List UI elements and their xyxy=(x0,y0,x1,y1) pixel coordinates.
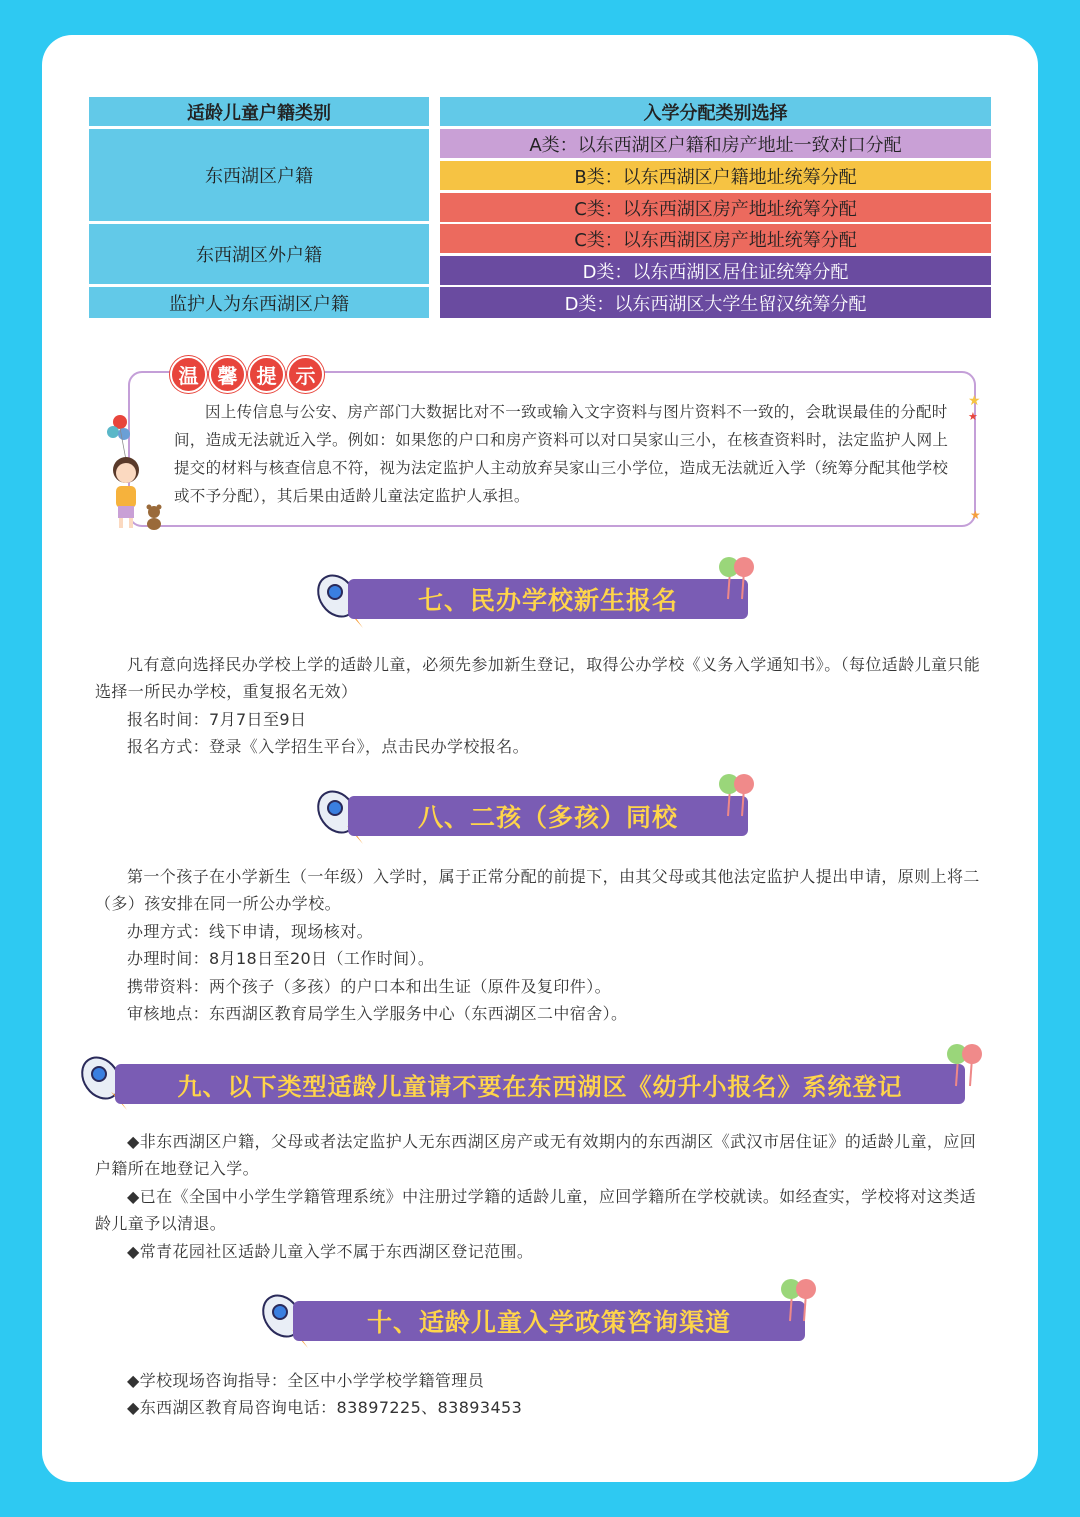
section-9-title: 九、以下类型适龄儿童请不要在东西湖区《幼升小报名》系统登记 xyxy=(115,1064,965,1104)
table-cell-local-hukou: 东西湖区户籍 xyxy=(89,129,429,221)
star-icon: ★ xyxy=(968,410,978,423)
section-7-title: 七、民办学校新生报名 xyxy=(348,579,748,619)
section-10-title: 十、适龄儿童入学政策咨询渠道 xyxy=(293,1301,805,1341)
section-9-line: ◆常青花园社区适龄儿童入学不属于东西湖区登记范围。 xyxy=(127,1241,534,1261)
table-cell-guardian-hukou: 监护人为东西湖区户籍 xyxy=(89,287,429,318)
table-cell-class-a: A类：以东西湖区户籍和房产地址一致对口分配 xyxy=(440,129,991,158)
teddy-bear-icon xyxy=(147,505,162,531)
lollipop-icon xyxy=(716,553,756,601)
table-cell-class-d1: D类：以东西湖区居住证统筹分配 xyxy=(440,256,991,285)
section-7-line: 凡有意向选择民办学校上学的适龄儿童，必须先参加新生登记，取得公办学校《义务入学通知书》。（每位适龄儿童只能选择一所民办学校，重复报名无效） xyxy=(95,655,981,702)
lollipop-icon xyxy=(944,1040,984,1088)
table-cell-nonlocal-hukou: 东西湖区外户籍 xyxy=(89,224,429,284)
section-9-body xyxy=(95,1128,990,1265)
table-cell-class-d2: D类：以东西湖区大学生留汉统筹分配 xyxy=(440,287,991,318)
section-10-body xyxy=(95,1367,990,1422)
section-7-line: 报名时间：7月7日至9日 xyxy=(127,709,307,729)
table-cell-class-c2: C类：以东西湖区房产地址统筹分配 xyxy=(440,224,991,253)
warm-tip-title xyxy=(170,356,324,393)
section-10-line: ◆学校现场咨询指导：全区中小学学校学籍管理员 xyxy=(127,1371,485,1390)
section-9-line: ◆已在《全国中小学生学籍管理系统》中注册过学籍的适龄儿童，应回学籍所在学校就读。如经查实，学校将对这类适龄儿童予以清退。 xyxy=(95,1186,977,1234)
star-icon: ★ xyxy=(968,393,981,409)
lollipop-icon xyxy=(716,770,756,818)
allocation-table xyxy=(89,97,991,319)
tip-title-char: 示 xyxy=(287,356,324,393)
section-7-line: 报名方式：登录《入学招生平台》，点击民办学校报名。 xyxy=(127,737,530,757)
section-8-line: 办理方式：线下申请，现场核对。 xyxy=(127,921,374,941)
girl-illustration xyxy=(104,414,168,532)
section-8-line: 携带资料：两个孩子（多孩）的户口本和出生证（原件及复印件）。 xyxy=(127,976,612,996)
section-10-line: ◆东西湖区教育局咨询电话：83897225、83893453 xyxy=(127,1398,523,1418)
star-icon: ★ xyxy=(970,508,981,522)
tip-title-char: 温 xyxy=(170,356,207,393)
section-9-line: ◆非东西湖区户籍，父母或者法定监护人无东西湖区房产或无有效期内的东西湖区《武汉市居住证》的适龄儿童，应回户籍所在地登记入学。 xyxy=(95,1132,977,1179)
table-cell-class-b: B类：以东西湖区户籍地址统筹分配 xyxy=(440,161,991,190)
table-cell-class-c1: C类：以东西湖区房产地址统筹分配 xyxy=(440,193,991,222)
section-8-line: 第一个孩子在小学新生（一年级）入学时，属于正常分配的前提下，由其父母或其他法定监护人提出申请，原则上将二（多）孩安排在同一所公办学校。 xyxy=(95,867,980,914)
section-8-body xyxy=(95,863,990,1027)
lollipop-icon xyxy=(778,1275,818,1323)
section-7-body xyxy=(95,651,990,761)
section-8-line: 审核地点：东西湖区教育局学生入学服务中心（东西湖区二中宿舍）。 xyxy=(127,1004,628,1024)
warm-tip-text: 因上传信息与公安、房产部门大数据比对不一致或输入文字资料与图片资料不一致的，会耽误最佳的分配时间，造成无法就近入学。例如：如果您的户口和房产资料可以对口吴家山三小，在核查资料时，法定监护人网上提交的材料与核查信息不符，视为法定监护人主动放弃吴家山三小学位，造成无法就近入学（统筹分配其他学校或不予分配），其后果由适龄儿童法定监护人承担。 xyxy=(174,403,949,505)
table-header-category: 适龄儿童户籍类别 xyxy=(89,97,429,126)
section-8-title: 八、二孩（多孩）同校 xyxy=(348,796,748,836)
section-8-line: 办理时间：8月18日至20日（工作时间）。 xyxy=(127,949,435,969)
tip-title-char: 馨 xyxy=(209,356,246,393)
tip-title-char: 提 xyxy=(248,356,285,393)
table-header-allocation: 入学分配类别选择 xyxy=(440,97,991,126)
